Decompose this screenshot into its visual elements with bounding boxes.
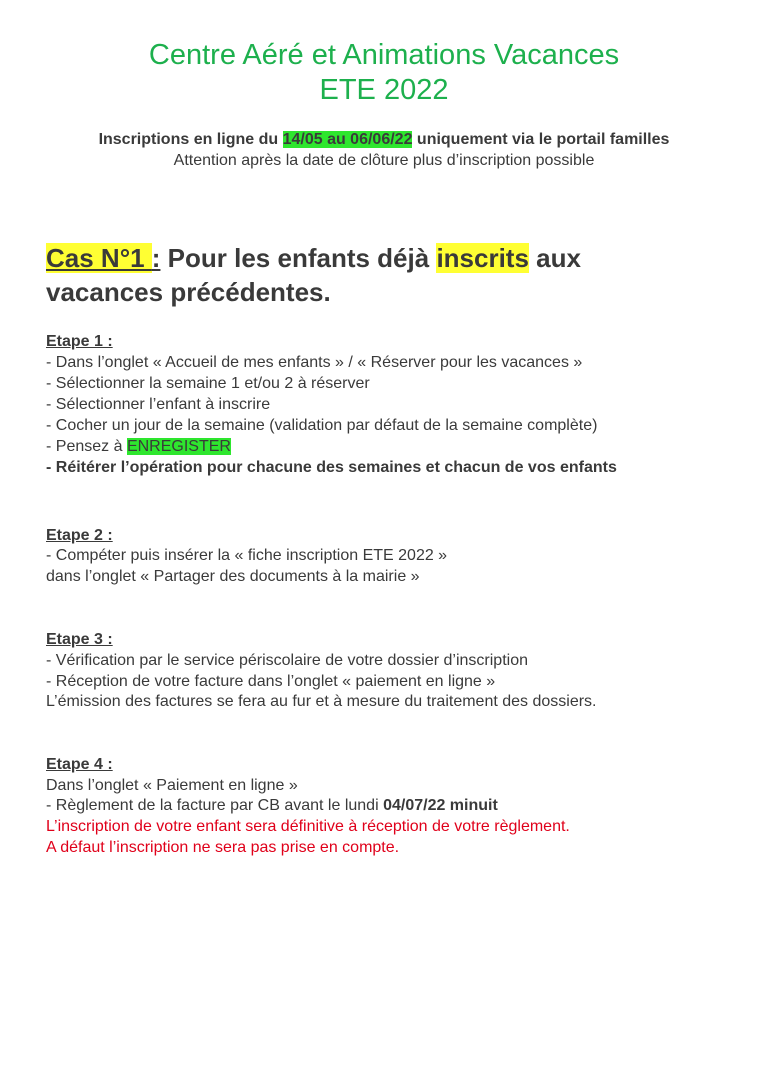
case-heading-line2: vacances précédentes. [46, 277, 331, 307]
etape1-line: - Sélectionner l’enfant à inscrire [46, 396, 271, 413]
case-colon: : [151, 243, 161, 273]
etape4-line1: Dans l’onglet « Paiement en ligne » [46, 777, 298, 794]
etape4-red-line1: L’inscription de votre enfant sera définitive à réception de votre règlement. [46, 818, 570, 835]
registration-info [0, 130, 768, 150]
page-subtitle: ETE 2022 [319, 74, 449, 106]
etape1-line: - Sélectionner la semaine 1 et/ou 2 à réserver [46, 375, 370, 392]
registration-suffix: uniquement via le portail familles [412, 131, 670, 148]
closing-warning: Attention après la date de clôture plus d’inscription possible [173, 152, 595, 169]
etape1-repeat: - Réitérer l’opération pour chacune des semaines et chacun de vos enfants [46, 459, 617, 476]
case-text-after: aux [528, 243, 581, 273]
case-label: Cas N°1 [46, 243, 152, 273]
etape2-line1: - Compéter puis insérer la « fiche inscription ETE 2022 » [46, 547, 448, 564]
page-title: Centre Aéré et Animations Vacances [148, 39, 620, 71]
etape4-red-line2: A défaut l’inscription ne sera pas prise en compte. [46, 839, 400, 856]
etape1-line: - Cocher un jour de la semaine (validation par défaut de la semaine complète) [46, 417, 598, 434]
registration-prefix: Inscriptions en ligne du [98, 131, 283, 148]
etape4-title: Etape 4 : [46, 756, 113, 773]
etape1-line: - Dans l’onglet « Accueil de mes enfants » / « Réserver pour les vacances » [46, 354, 583, 371]
etape3-title: Etape 3 : [46, 631, 113, 648]
etape1-save-line [46, 437, 746, 457]
etape2-line2 [46, 567, 746, 587]
case-text-before: Pour les enfants déjà [160, 243, 437, 273]
save-prefix: - Pensez à [46, 438, 127, 455]
payment-prefix: - Règlement de la facture par CB avant le lundi [46, 797, 384, 814]
etape3-line: L’émission des factures se fera au fur et à mesure du traitement des dossiers. [46, 693, 597, 710]
etape4-payment [46, 796, 746, 816]
etape2-line2-prefix: dans l’onglet [46, 568, 141, 585]
case-highlight: inscrits [436, 243, 529, 273]
registration-dates: 14/05 au 06/06/22 [282, 131, 413, 148]
etape3-line: - Réception de votre facture dans l’onglet « paiement en ligne » [46, 673, 496, 690]
case-heading [46, 242, 726, 275]
etape2-line2-rest: « Partager des documents à la mairie » [140, 568, 420, 585]
payment-deadline: 04/07/22 minuit [383, 797, 498, 814]
etape3-line: - Vérification par le service périscolaire de votre dossier d’inscription [46, 652, 528, 669]
save-highlight: ENREGISTER [126, 438, 231, 455]
etape1-title: Etape 1 : [46, 333, 113, 350]
etape2-title: Etape 2 : [46, 527, 113, 544]
